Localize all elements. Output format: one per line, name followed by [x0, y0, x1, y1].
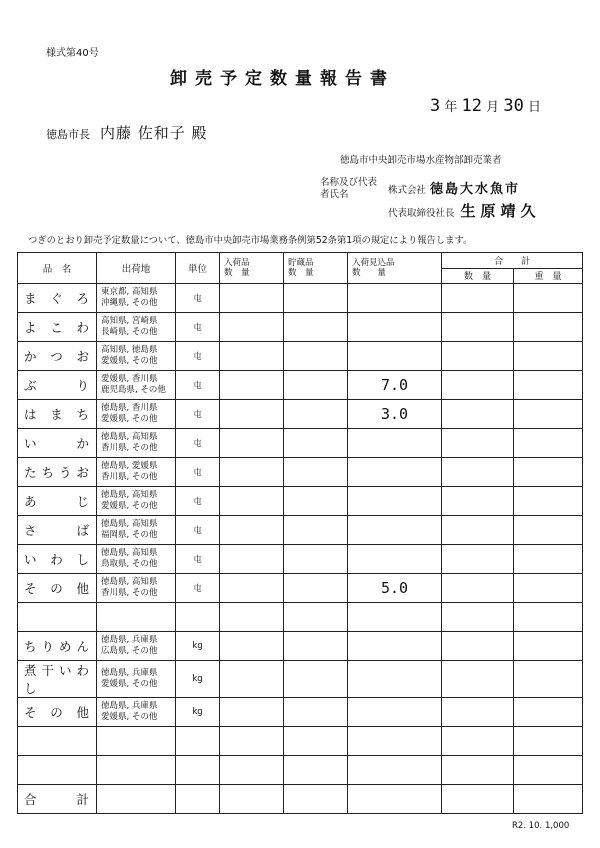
stored-quantity-cell [284, 698, 348, 727]
origin-cell [97, 487, 176, 516]
expected-quantity-cell [348, 487, 442, 516]
table-row [18, 727, 583, 756]
stored-quantity-cell [284, 429, 348, 458]
representative-title: 代表取締役社長 [388, 208, 455, 219]
expected-quantity-cell [348, 284, 442, 313]
origin-line-2: 愛媛県, その他 [101, 356, 158, 366]
total-cell [514, 785, 583, 814]
expected-quantity-cell: 7.0 [348, 371, 442, 400]
expected-quantity-cell: 3.0 [348, 400, 442, 429]
origin-cell [97, 632, 176, 661]
unit-cell: 屯 [176, 429, 220, 458]
arrival-quantity-cell [220, 313, 284, 342]
date-month-unit: 月 [486, 100, 500, 115]
total-weight-cell [514, 603, 583, 632]
header-stored-top: 貯蔵品 [288, 258, 314, 268]
total-quantity-cell [442, 400, 514, 429]
item-name-cell: ぶり [18, 371, 97, 400]
header-expected [348, 253, 442, 284]
origin-line-1: 徳島県, 兵庫県 [101, 635, 158, 645]
header-total-quantity: 数 量 [442, 268, 514, 284]
total-quantity-cell [442, 284, 514, 313]
arrival-quantity-cell [220, 632, 284, 661]
total-weight-cell [514, 487, 583, 516]
origin-line-1: 徳島県, 高知県 [101, 548, 158, 558]
total-row [18, 785, 583, 814]
stored-quantity-cell [284, 400, 348, 429]
origin-line-1: 徳島県, 高知県 [101, 432, 158, 442]
expected-quantity-cell [348, 756, 442, 785]
origin-line-2: 広島県, その他 [101, 646, 158, 656]
total-weight-cell [514, 284, 583, 313]
expected-quantity-cell [348, 429, 442, 458]
table-row [18, 400, 583, 429]
origin-line-1: 愛媛県, 香川県 [101, 374, 158, 384]
origin-cell [97, 698, 176, 727]
date-year: 3 [430, 96, 441, 116]
stored-quantity-cell [284, 727, 348, 756]
total-cell [284, 785, 348, 814]
unit-cell: 屯 [176, 458, 220, 487]
quantity-table [17, 252, 583, 814]
date-month: 12 [461, 96, 483, 116]
origin-line-1: 徳島県, 兵庫県 [101, 701, 158, 711]
expected-quantity-cell [348, 516, 442, 545]
header-arrival-top: 入荷品 [224, 258, 250, 268]
total-quantity-cell [442, 487, 514, 516]
arrival-quantity-cell [220, 545, 284, 574]
origin-cell [97, 313, 176, 342]
representative [388, 200, 541, 221]
stored-quantity-cell [284, 603, 348, 632]
table-row [18, 661, 583, 698]
origin-line-1: 徳島県, 香川県 [101, 403, 158, 413]
unit-cell: kg [176, 698, 220, 727]
arrival-quantity-cell [220, 727, 284, 756]
arrival-quantity-cell [220, 429, 284, 458]
origin-line-1: 徳島県, 高知県 [101, 577, 158, 587]
header-origin: 出荷地 [97, 253, 176, 284]
expected-quantity-cell [348, 661, 442, 698]
unit-cell: 屯 [176, 487, 220, 516]
addressee [46, 122, 208, 143]
arrival-quantity-cell [220, 400, 284, 429]
total-quantity-cell [442, 545, 514, 574]
representative-name: 生原靖久 [460, 202, 541, 220]
origin-cell [97, 429, 176, 458]
origin-line-1: 徳島県, 高知県 [101, 490, 158, 500]
name-label: 名称及び代表者氏名 [320, 177, 378, 200]
stored-quantity-cell [284, 574, 348, 603]
stored-quantity-cell [284, 371, 348, 400]
table-row [18, 487, 583, 516]
stored-quantity-cell [284, 458, 348, 487]
origin-line-2: 香川県, その他 [101, 472, 158, 482]
expected-quantity-cell [348, 342, 442, 371]
origin-line-2: 鳥取県, その他 [101, 559, 158, 569]
company-name: 徳島大水魚市 [430, 182, 521, 197]
total-cell [348, 785, 442, 814]
total-quantity-cell [442, 632, 514, 661]
total-quantity-cell [442, 342, 514, 371]
expected-quantity-cell: 5.0 [348, 574, 442, 603]
stored-quantity-cell [284, 284, 348, 313]
table-header-row [18, 253, 583, 269]
table-row [18, 342, 583, 371]
table-row [18, 698, 583, 727]
total-cell [220, 785, 284, 814]
stored-quantity-cell [284, 632, 348, 661]
item-name-cell [18, 756, 97, 785]
unit-cell: 屯 [176, 371, 220, 400]
origin-line-2: 沖縄県, その他 [101, 298, 158, 308]
total-quantity-cell [442, 429, 514, 458]
origin-line-2: 香川県, その他 [101, 443, 158, 453]
arrival-quantity-cell [220, 574, 284, 603]
origin-line-2: 愛媛県, その他 [101, 501, 158, 511]
total-weight-cell [514, 371, 583, 400]
arrival-quantity-cell [220, 371, 284, 400]
header-item: 品 名 [18, 253, 97, 284]
total-quantity-cell [442, 313, 514, 342]
origin-cell [97, 603, 176, 632]
item-name-cell: 煮干いわし [18, 661, 97, 698]
total-weight-cell [514, 458, 583, 487]
unit-cell: 屯 [176, 313, 220, 342]
table-row [18, 516, 583, 545]
unit-cell: kg [176, 632, 220, 661]
origin-cell [97, 400, 176, 429]
origin-line-1: 徳島県, 愛媛県 [101, 461, 158, 471]
origin-cell [97, 661, 176, 698]
total-quantity-cell [442, 516, 514, 545]
stored-quantity-cell [284, 516, 348, 545]
stored-quantity-cell [284, 661, 348, 698]
header-arrival [220, 253, 284, 284]
unit-cell: 屯 [176, 545, 220, 574]
origin-line-2: 鹿児島県, その他 [101, 385, 166, 395]
table-body [18, 284, 583, 814]
header-arrival-bottom: 数 量 [224, 268, 250, 278]
form-number: 様式第40号 [46, 48, 99, 59]
total-weight-cell [514, 661, 583, 698]
origin-line-1: 高知県, 宮崎県 [101, 316, 158, 326]
table-row [18, 313, 583, 342]
arrival-quantity-cell [220, 698, 284, 727]
stored-quantity-cell [284, 545, 348, 574]
origin-line-2: 福岡県, その他 [101, 530, 158, 540]
table-row [18, 284, 583, 313]
total-weight-cell [514, 545, 583, 574]
expected-quantity-cell [348, 632, 442, 661]
arrival-quantity-cell [220, 756, 284, 785]
expected-quantity-cell [348, 313, 442, 342]
stored-quantity-cell [284, 342, 348, 371]
table-row [18, 545, 583, 574]
table-row [18, 603, 583, 632]
header-expected-bottom: 数 量 [352, 268, 387, 278]
item-name-cell: かつお [18, 342, 97, 371]
stored-quantity-cell [284, 756, 348, 785]
origin-cell [97, 756, 176, 785]
origin-cell [97, 516, 176, 545]
item-name-cell [18, 727, 97, 756]
total-quantity-cell [442, 727, 514, 756]
origin-line-2: 香川県, その他 [101, 588, 158, 598]
arrival-quantity-cell [220, 661, 284, 698]
arrival-quantity-cell [220, 487, 284, 516]
total-cell [442, 785, 514, 814]
total-quantity-cell [442, 603, 514, 632]
total-cell [97, 785, 176, 814]
total-label: 合 計 [18, 785, 97, 814]
expected-quantity-cell [348, 545, 442, 574]
total-weight-cell [514, 516, 583, 545]
item-name-cell: あじ [18, 487, 97, 516]
origin-cell [97, 371, 176, 400]
origin-line-2: 愛媛県, その他 [101, 414, 158, 424]
unit-cell [176, 756, 220, 785]
reporter-organization: 徳島市中央卸売市場水産物部卸売業者 [340, 155, 502, 166]
footer-code: R2. 10. 1,000 [512, 821, 570, 831]
addressee-name: 内藤 佐和子 殿 [100, 124, 208, 142]
total-quantity-cell [442, 371, 514, 400]
item-name-cell: はまち [18, 400, 97, 429]
total-weight-cell [514, 429, 583, 458]
origin-line-2: 愛媛県, その他 [101, 679, 158, 689]
header-total: 合 計 [442, 253, 583, 269]
stored-quantity-cell [284, 313, 348, 342]
total-weight-cell [514, 632, 583, 661]
origin-line-2: 愛媛県, その他 [101, 712, 158, 722]
item-name-cell: よこわ [18, 313, 97, 342]
origin-line-1: 徳島県, 兵庫県 [101, 668, 158, 678]
item-name-cell: ちりめん [18, 632, 97, 661]
origin-line-1: 高知県, 徳島県 [101, 345, 158, 355]
unit-cell: 屯 [176, 574, 220, 603]
total-quantity-cell [442, 756, 514, 785]
origin-cell [97, 574, 176, 603]
expected-quantity-cell [348, 698, 442, 727]
total-weight-cell [514, 400, 583, 429]
origin-cell [97, 545, 176, 574]
addressee-title: 徳島市長 [46, 128, 90, 141]
item-name-cell: いか [18, 429, 97, 458]
table-row [18, 632, 583, 661]
item-name-cell: さば [18, 516, 97, 545]
company [388, 178, 520, 197]
arrival-quantity-cell [220, 603, 284, 632]
document-title: 卸売予定数量報告書 [170, 69, 395, 89]
header-total-weight: 重 量 [514, 268, 583, 284]
arrival-quantity-cell [220, 342, 284, 371]
total-weight-cell [514, 342, 583, 371]
unit-cell: 屯 [176, 284, 220, 313]
header-stored [284, 253, 348, 284]
total-weight-cell [514, 313, 583, 342]
item-name-cell: まぐろ [18, 284, 97, 313]
total-cell [176, 785, 220, 814]
unit-cell: 屯 [176, 516, 220, 545]
header-expected-top: 入荷見込品 [352, 258, 395, 268]
table-row [18, 574, 583, 603]
unit-cell: kg [176, 661, 220, 698]
item-name-cell: その他 [18, 574, 97, 603]
unit-cell [176, 727, 220, 756]
total-weight-cell [514, 727, 583, 756]
origin-cell [97, 342, 176, 371]
origin-line-2: 長崎県, その他 [101, 327, 158, 337]
origin-line-1: 東京都, 高知県 [101, 287, 158, 297]
item-name-cell: その他 [18, 698, 97, 727]
unit-cell [176, 603, 220, 632]
stored-quantity-cell [284, 487, 348, 516]
total-quantity-cell [442, 574, 514, 603]
date-day: 30 [503, 96, 524, 116]
origin-cell [97, 284, 176, 313]
origin-cell [97, 727, 176, 756]
expected-quantity-cell [348, 727, 442, 756]
total-weight-cell [514, 698, 583, 727]
table-row [18, 429, 583, 458]
arrival-quantity-cell [220, 516, 284, 545]
statement: つぎのとおり卸売予定数量について、徳島市中央卸売市場業務条例第52条第1項の規定により報告します。 [28, 235, 473, 246]
date-year-unit: 年 [444, 100, 458, 115]
total-quantity-cell [442, 661, 514, 698]
header-unit: 単位 [176, 253, 220, 284]
total-weight-cell [514, 756, 583, 785]
table-row [18, 458, 583, 487]
table-row [18, 371, 583, 400]
total-weight-cell [514, 574, 583, 603]
item-name-cell [18, 603, 97, 632]
total-quantity-cell [442, 698, 514, 727]
report-date [430, 96, 541, 116]
item-name-cell: いわし [18, 545, 97, 574]
table-row [18, 756, 583, 785]
expected-quantity-cell [348, 603, 442, 632]
company-prefix: 株式会社 [388, 185, 427, 196]
expected-quantity-cell [348, 458, 442, 487]
header-stored-bottom: 数 量 [288, 268, 314, 278]
arrival-quantity-cell [220, 284, 284, 313]
arrival-quantity-cell [220, 458, 284, 487]
unit-cell: 屯 [176, 400, 220, 429]
item-name-cell: たちうお [18, 458, 97, 487]
total-quantity-cell [442, 458, 514, 487]
date-day-unit: 日 [527, 100, 541, 115]
origin-line-1: 徳島県, 高知県 [101, 519, 158, 529]
unit-cell: 屯 [176, 342, 220, 371]
origin-cell [97, 458, 176, 487]
